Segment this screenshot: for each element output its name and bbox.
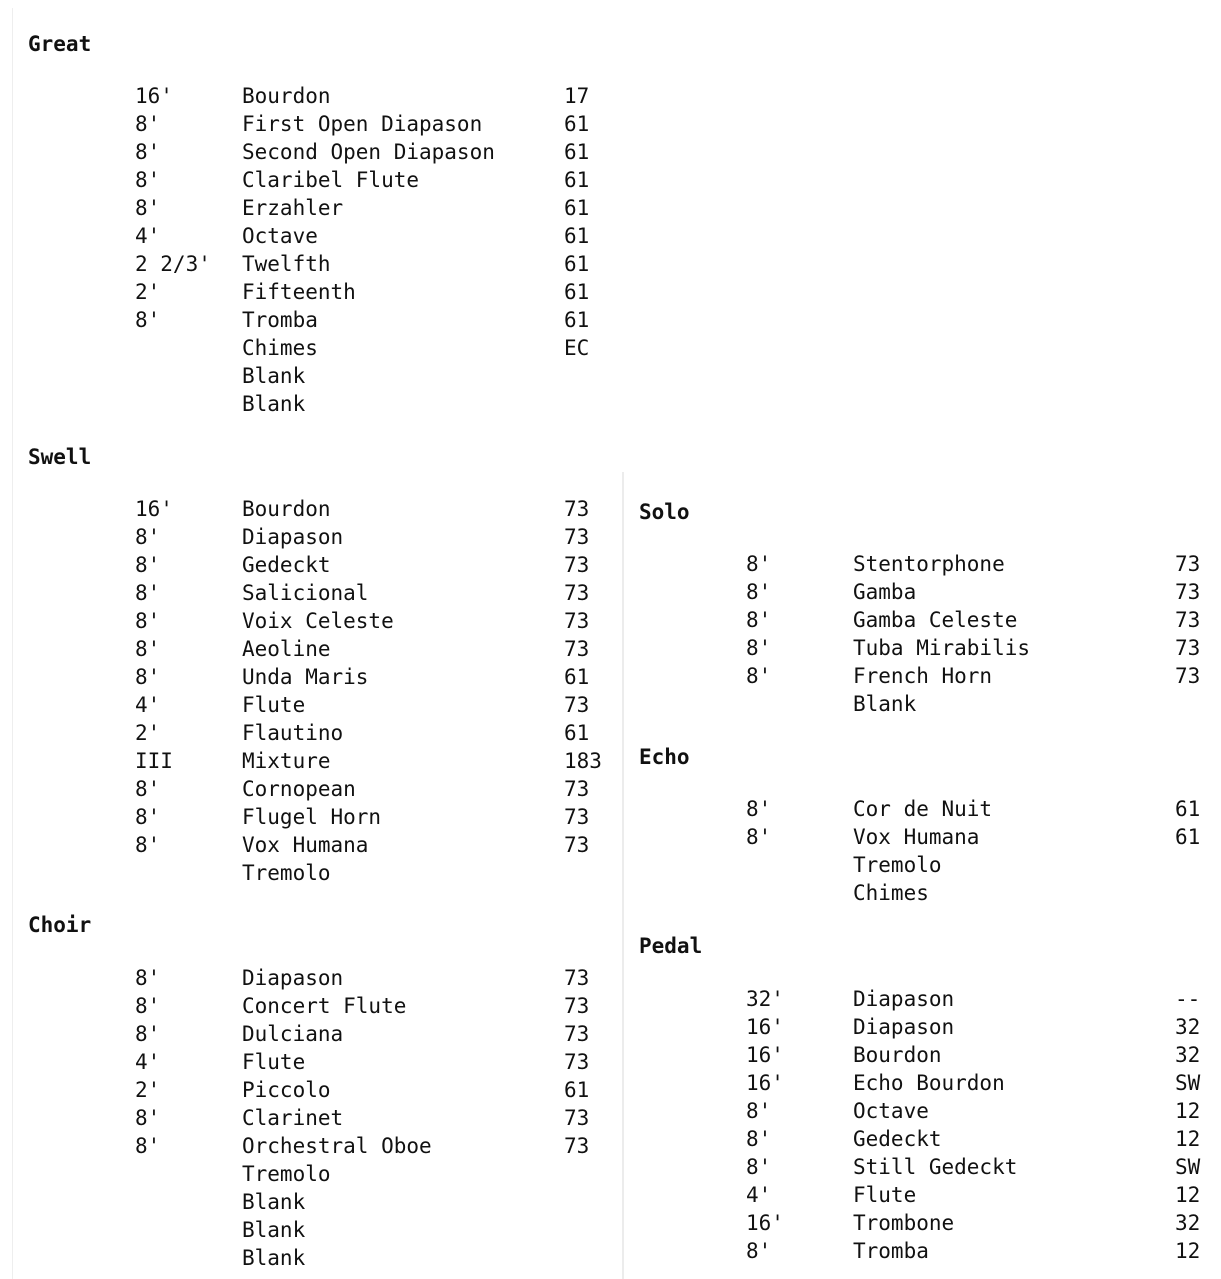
stop-name: Tuba Mirabilis [853,636,1031,660]
stop-name: Bourdon [242,497,331,521]
stop-row [135,1020,590,1048]
stop-pipes: 73 [564,994,590,1018]
division-great [28,32,590,416]
stop-pitch: 4' [746,1183,772,1207]
stop-name: Tremolo [242,861,331,885]
stop-row [135,334,590,362]
stop-row [746,1237,1201,1265]
stop-name: Blank [242,1218,306,1242]
stop-row [746,1181,1201,1209]
stop-pipes: 73 [1175,664,1201,688]
stop-pitch: 8' [746,608,772,632]
stop-row [135,1076,590,1104]
stop-pitch: 8' [746,552,772,576]
stop-name: Bourdon [242,84,331,108]
stop-row [746,795,1201,823]
stop-list [746,550,1201,718]
stop-name: Vox Humana [853,825,980,849]
stop-pipes: EC [564,336,590,360]
stop-name: Flute [242,693,306,717]
stop-pipes: 12 [1175,1239,1201,1263]
stop-name: Flute [242,1050,306,1074]
stop-row [746,1069,1201,1097]
stop-name: Stentorphone [853,552,1005,576]
stop-pitch: 8' [746,1239,772,1263]
division-title: Echo [639,745,690,769]
stop-name: Fifteenth [242,280,356,304]
stop-pipes: 32 [1175,1015,1201,1039]
stop-name: Gedeckt [242,553,331,577]
stop-pipes: 73 [1175,552,1201,576]
stop-pitch: 8' [135,609,161,633]
division-solo [639,500,1201,716]
stop-name: Trombone [853,1211,955,1235]
stop-pipes: 73 [564,497,590,521]
stop-pitch: 8' [135,1134,161,1158]
stop-name: Twelfth [242,252,331,276]
stop-row [135,166,590,194]
stop-pipes: 61 [1175,825,1201,849]
stop-pitch: 8' [135,1022,161,1046]
stop-name: French Horn [853,664,993,688]
stop-row [135,635,590,663]
stop-pitch: 16' [135,84,173,108]
stop-pitch: 8' [746,580,772,604]
stop-row [135,691,590,719]
stop-name: Dulciana [242,1022,344,1046]
stop-row [135,250,590,278]
stop-pipes: 61 [564,280,590,304]
division-title: Solo [639,500,690,524]
stop-row [746,823,1201,851]
stop-pitch: 8' [135,196,161,220]
stop-row [746,1209,1201,1237]
division-title: Swell [28,445,92,469]
stop-name: Blank [242,364,306,388]
stop-pipes: 61 [564,196,590,220]
stop-name: Flugel Horn [242,805,382,829]
stop-row [135,110,590,138]
stop-row [135,306,590,334]
stop-pipes: 17 [564,84,590,108]
stop-row [135,390,306,418]
stop-pitch: 8' [746,825,772,849]
stop-row [135,138,590,166]
stop-pipes: 73 [564,1106,590,1130]
stop-pitch: 8' [135,637,161,661]
division-echo [639,745,1201,905]
division-title: Great [28,32,92,56]
stop-row [746,879,929,907]
stop-pipes: 73 [564,805,590,829]
stop-row [746,550,1201,578]
stop-pitch: 16' [746,1211,784,1235]
stop-name: Orchestral Oboe [242,1134,432,1158]
stop-pitch: 16' [135,497,173,521]
stop-name: Blank [242,1190,306,1214]
stop-name: Blank [242,1246,306,1270]
stop-pipes: 61 [564,308,590,332]
stop-row [135,1188,306,1216]
stop-pitch: 8' [135,581,161,605]
stop-name: Diapason [853,1015,955,1039]
stop-name: Voix Celeste [242,609,394,633]
stop-pipes: SW [1175,1071,1201,1095]
stop-pipes: 73 [1175,580,1201,604]
stop-row [135,194,590,222]
stop-pitch: 8' [135,112,161,136]
stop-name: Chimes [242,336,318,360]
stop-pipes: 73 [564,1050,590,1074]
stop-pipes: 73 [564,1022,590,1046]
stop-pipes: 61 [564,1078,590,1102]
stop-row [135,1104,590,1132]
stop-row [135,1132,590,1160]
stop-row [135,719,590,747]
stop-pipes: 32 [1175,1211,1201,1235]
stop-row [746,578,1201,606]
stop-pitch: 8' [746,636,772,660]
stop-name: Chimes [853,881,929,905]
stop-pipes: 73 [564,833,590,857]
stop-row [135,278,590,306]
stop-name: Tremolo [853,853,942,877]
stop-name: Gamba Celeste [853,608,1018,632]
stop-name: Still Gedeckt [853,1155,1018,1179]
stop-row [746,662,1201,690]
stop-pitch: 4' [135,693,161,717]
stop-row [135,1048,590,1076]
stop-pipes: 61 [564,721,590,745]
stop-name: Erzahler [242,196,344,220]
division-title: Choir [28,913,92,937]
stop-row [746,606,1201,634]
stop-row [135,523,590,551]
stop-pipes: 73 [1175,636,1201,660]
stop-row [135,362,306,390]
stop-name: Diapason [242,966,344,990]
stop-pipes: 73 [564,581,590,605]
division-swell [28,445,602,885]
stop-pitch: 8' [135,525,161,549]
stop-row [135,1160,331,1188]
stop-pitch: 8' [746,1155,772,1179]
stop-row [135,964,590,992]
stop-row [135,775,590,803]
stop-pipes: 12 [1175,1099,1201,1123]
stop-pitch: 4' [135,1050,161,1074]
stop-pipes: 61 [564,224,590,248]
stop-pipes: 12 [1175,1127,1201,1151]
column-divider [622,472,624,1279]
stop-pitch: 8' [135,553,161,577]
stop-name: Piccolo [242,1078,331,1102]
stop-pitch: 16' [746,1015,784,1039]
stop-pipes: 61 [564,112,590,136]
stop-row [135,747,602,775]
stop-row [746,851,942,879]
stop-name: Gedeckt [853,1127,942,1151]
stop-row [135,495,590,523]
stop-row [746,1013,1201,1041]
stop-pitch: 2' [135,280,161,304]
stop-pipes: 73 [564,637,590,661]
stop-pipes: 73 [564,1134,590,1158]
stop-list [135,495,602,887]
stop-pitch: III [135,749,173,773]
stop-row [746,985,1201,1013]
stop-pitch: 16' [746,1043,784,1067]
stop-pipes: SW [1175,1155,1201,1179]
stop-name: Cornopean [242,777,356,801]
stop-pitch: 8' [135,1106,161,1130]
stop-name: Blank [242,392,306,416]
stop-row [135,1244,306,1272]
stop-pipes: 61 [564,252,590,276]
stop-pipes: 183 [564,749,602,773]
stop-name: Tromba [242,308,318,332]
stop-pipes: 61 [564,140,590,164]
stop-row [135,82,590,110]
stop-pitch: 2' [135,721,161,745]
stop-pipes: 61 [1175,797,1201,821]
stop-pitch: 8' [135,140,161,164]
stop-pitch: 8' [135,966,161,990]
stop-pipes: 73 [564,553,590,577]
stop-name: Blank [853,692,917,716]
stop-pipes: -- [1175,987,1201,1011]
stop-name: Tremolo [242,1162,331,1186]
stop-name: Octave [242,224,318,248]
stop-name: Tromba [853,1239,929,1263]
stop-row [135,222,590,250]
stop-name: Diapason [853,987,955,1011]
stop-name: Diapason [242,525,344,549]
stop-row [135,579,590,607]
stop-pitch: 8' [135,994,161,1018]
stop-name: Aeoline [242,637,331,661]
stop-pipes: 73 [564,693,590,717]
stop-row [135,803,590,831]
stop-name: Octave [853,1099,929,1123]
stop-row [135,831,590,859]
stop-pipes: 61 [564,168,590,192]
stop-pipes: 61 [564,665,590,689]
stop-name: Mixture [242,749,331,773]
stop-name: Bourdon [853,1043,942,1067]
stop-name: Flautino [242,721,344,745]
stop-row [746,1153,1201,1181]
stop-row [746,690,917,718]
stop-pipes: 73 [564,966,590,990]
stop-pitch: 8' [135,805,161,829]
page-border [12,8,13,1279]
stop-pipes: 32 [1175,1043,1201,1067]
stop-pitch: 32' [746,987,784,1011]
stop-pipes: 73 [564,777,590,801]
stop-pipes: 73 [564,609,590,633]
stop-row [135,663,590,691]
division-choir [28,913,590,1270]
stop-name: Cor de Nuit [853,797,993,821]
stop-pitch: 2 2/3' [135,252,211,276]
stop-name: Flute [853,1183,917,1207]
stop-name: Gamba [853,580,917,604]
stop-pitch: 2' [135,1078,161,1102]
stop-pitch: 8' [746,1127,772,1151]
stop-name: Vox Humana [242,833,369,857]
stop-name: Second Open Diapason [242,140,495,164]
stop-pitch: 8' [135,833,161,857]
stop-pitch: 8' [746,1099,772,1123]
division-title: Pedal [639,934,703,958]
stop-pipes: 73 [1175,608,1201,632]
stop-row [135,859,331,887]
stop-name: Salicional [242,581,369,605]
stop-pitch: 16' [746,1071,784,1095]
stop-row [135,607,590,635]
stop-row [746,1041,1201,1069]
stop-pitch: 8' [746,664,772,688]
stop-row [746,1125,1201,1153]
stop-pitch: 8' [135,168,161,192]
stop-row [135,551,590,579]
stop-name: Concert Flute [242,994,407,1018]
stop-name: Clarinet [242,1106,344,1130]
stop-pitch: 8' [135,777,161,801]
stop-pipes: 12 [1175,1183,1201,1207]
stop-row [135,992,590,1020]
stop-name: Unda Maris [242,665,369,689]
stop-pipes: 73 [564,525,590,549]
stop-list [135,964,590,1272]
division-pedal [639,934,1201,1263]
stop-row [746,1097,1201,1125]
stop-row [746,634,1201,662]
stop-name: First Open Diapason [242,112,483,136]
stop-list [746,795,1201,907]
stop-name: Claribel Flute [242,168,420,192]
stop-pitch: 8' [135,308,161,332]
stop-name: Echo Bourdon [853,1071,1005,1095]
stop-pitch: 8' [746,797,772,821]
stop-pitch: 8' [135,665,161,689]
stop-list [746,985,1201,1265]
stop-list [135,82,590,418]
stop-pitch: 4' [135,224,161,248]
stop-row [135,1216,306,1244]
